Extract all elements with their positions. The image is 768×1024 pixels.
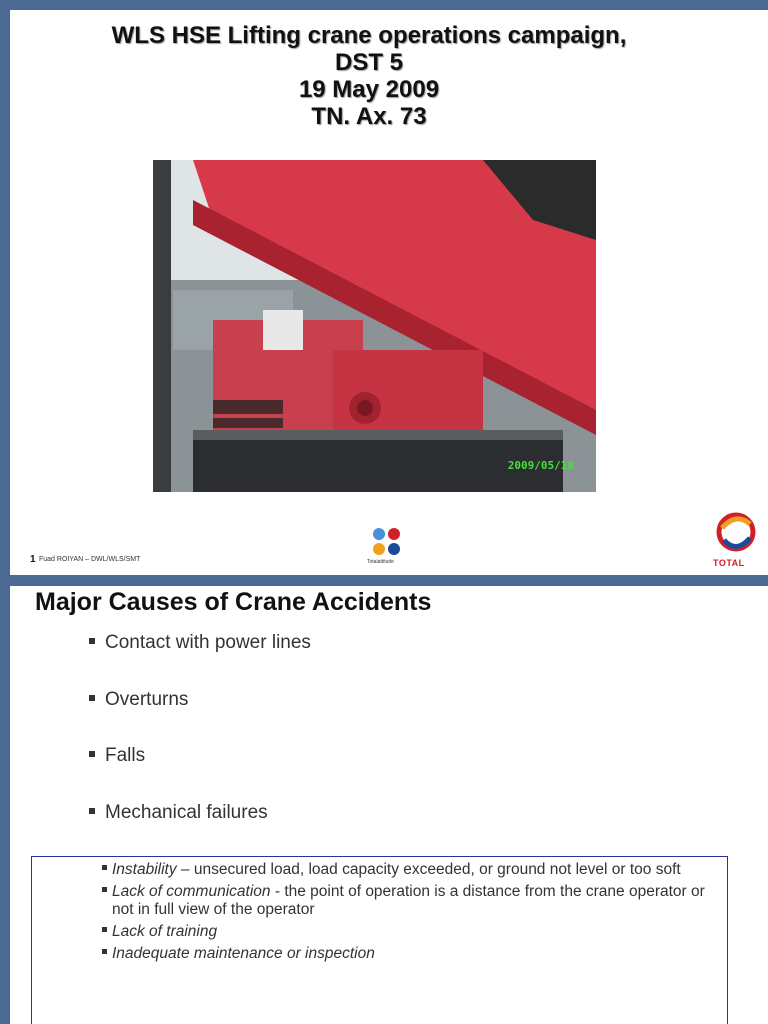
list-item <box>101 923 711 941</box>
title-line: WLS HSE Lifting crane operations campaign, <box>111 22 627 49</box>
slide-title: Major Causes of Crane Accidents <box>35 588 432 616</box>
total-swirl-icon <box>710 510 762 558</box>
list-item: Falls <box>88 745 311 802</box>
detail-separator: - <box>270 883 285 900</box>
totalattitude-logo <box>367 525 407 567</box>
causes-slide <box>10 586 768 1024</box>
title-line: TN. Ax. 73 <box>311 103 427 130</box>
detail-text: the point of operation is a distance from the crane operator or not in full view of the operator <box>112 883 705 918</box>
detail-term: Instability <box>112 861 177 878</box>
list-item <box>101 861 711 879</box>
detail-text: unsecured load, load capacity exceeded, or ground not level or too soft <box>193 861 681 878</box>
details-list <box>101 861 711 967</box>
details-box <box>31 856 728 1024</box>
crane-illustration <box>153 160 596 492</box>
list-item: Overturns <box>88 689 311 746</box>
total-caption: TOTAL <box>713 558 745 568</box>
title-slide <box>10 10 768 575</box>
causes-list <box>88 632 311 858</box>
detail-separator: – <box>176 861 194 878</box>
slide-title <box>10 22 728 130</box>
detail-term: Lack of training <box>112 923 218 940</box>
page-number: 1 <box>30 554 36 565</box>
logo-caption: Totalattitude <box>367 559 394 565</box>
title-line: DST 5 <box>334 49 403 76</box>
total-logo <box>710 510 762 570</box>
list-item: Mechanical failures <box>88 802 311 859</box>
detail-term: Lack of communication <box>112 883 271 900</box>
list-item: Contact with power lines <box>88 632 311 689</box>
crane-photo <box>153 160 596 492</box>
list-item <box>101 883 711 919</box>
photo-date-stamp: 2009/05/18 <box>507 459 574 472</box>
dots-icon <box>367 525 407 559</box>
detail-term: Inadequate maintenance or inspection <box>112 945 375 962</box>
list-item <box>101 945 711 963</box>
footer-author: Fuad ROIYAN – DWL/WLS/SMT <box>39 556 141 563</box>
title-line: 19 May 2009 <box>298 76 440 103</box>
